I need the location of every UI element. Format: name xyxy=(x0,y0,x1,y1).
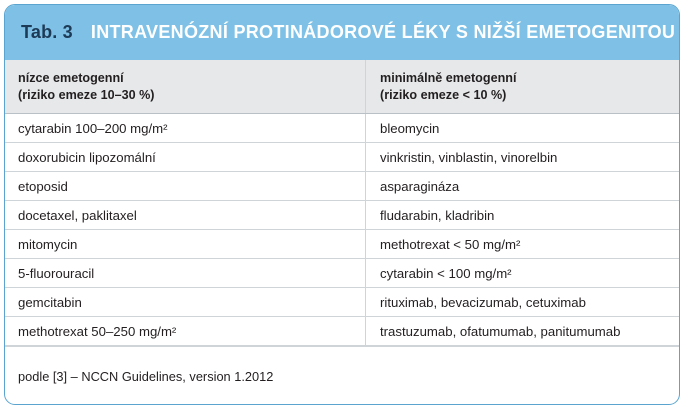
table-cell: fludarabin, kladribin xyxy=(380,207,495,223)
table-cell: asparagináza xyxy=(380,178,460,194)
table-cell: methotrexat 50–250 mg/m² xyxy=(5,317,366,345)
column-header-title: minimálně emetogenní xyxy=(380,70,517,85)
table-cell: doxorubicin lipozomální xyxy=(5,143,366,171)
column-header-row xyxy=(5,60,679,114)
table-cell: cytarabin 100–200 mg/m² xyxy=(5,114,366,142)
table-cell: rituximab, bevacizumab, cetuximab xyxy=(380,294,586,310)
table-label: Tab. 3 xyxy=(21,22,73,42)
table-cell: bleomycin xyxy=(380,120,440,136)
drug-table xyxy=(4,4,680,405)
table-row xyxy=(5,114,679,143)
table-row xyxy=(5,201,679,230)
table-row xyxy=(5,230,679,259)
column-header-subtitle: (riziko emeze 10–30 %) xyxy=(18,87,155,102)
table-cell: 5-fluorouracil xyxy=(5,259,366,287)
table-grid xyxy=(5,60,679,405)
table-row xyxy=(5,259,679,288)
table-row xyxy=(5,143,679,172)
table-header xyxy=(5,5,679,60)
table-cell: gemcitabin xyxy=(5,288,366,316)
table-row xyxy=(5,172,679,201)
table-row xyxy=(5,288,679,317)
table-row xyxy=(5,317,679,346)
table-cell: vinkristin, vinblastin, vinorelbin xyxy=(380,149,558,165)
column-header-subtitle: (riziko emeze < 10 %) xyxy=(380,87,507,102)
column-header-title: nízce emetogenní xyxy=(18,70,124,85)
column-header-low-emetogenic xyxy=(5,60,366,113)
column-header-minimal-emetogenic xyxy=(366,60,679,113)
table-cell: cytarabin < 100 mg/m² xyxy=(380,265,512,281)
table-cell: trastuzumab, ofatumumab, panitumumab xyxy=(380,323,621,339)
table-cell: methotrexat < 50 mg/m² xyxy=(380,236,521,252)
table-cell: docetaxel, paklitaxel xyxy=(5,201,366,229)
table-footnote: podle [3] – NCCN Guidelines, version 1.2012 xyxy=(5,346,679,405)
table-cell: mitomycin xyxy=(5,230,366,258)
table-cell: etoposid xyxy=(5,172,366,200)
table-title: INTRAVENÓZNÍ PROTINÁDOROVÉ LÉKY S NIŽŠÍ EMETOGENITOU xyxy=(90,22,676,42)
